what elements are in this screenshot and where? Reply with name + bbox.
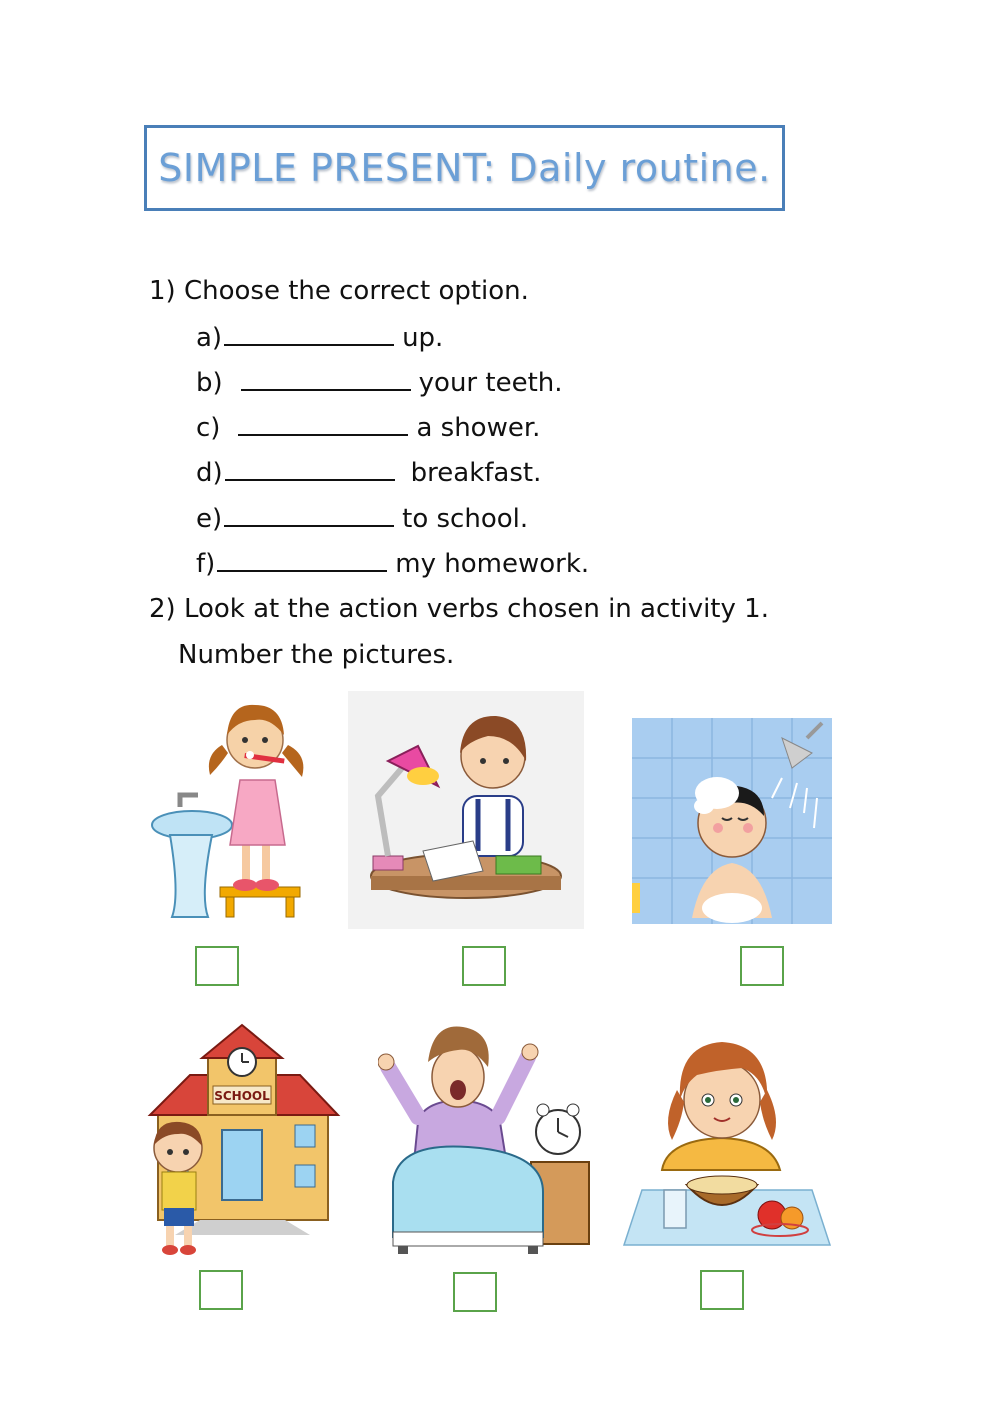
picture-number-box-1[interactable] [195,946,239,986]
option-text: my homework. [395,549,590,579]
picture-number-box-4[interactable] [199,1270,243,1310]
option-item-a [196,322,443,353]
picture-number-box-3[interactable] [740,946,784,986]
girl-brushing-teeth-icon [150,695,330,925]
page-title: SIMPLE PRESENT: Daily routine. [158,146,771,190]
option-item-e [196,503,528,534]
girl-eating-breakfast-icon [622,1030,832,1250]
option-text: your teeth. [418,368,563,398]
activity1-instruction: 1) Choose the correct option. [149,276,529,306]
option-label: a) [196,323,223,353]
answer-blank[interactable] [224,503,394,527]
picture-number-box-5[interactable] [453,1272,497,1312]
option-text: a shower. [416,413,541,443]
option-text: up. [402,323,444,353]
woman-waking-up-icon [378,1022,593,1254]
option-text: breakfast. [410,458,542,488]
title-box [144,125,785,211]
option-item-d [196,457,541,488]
option-label: b) [196,368,223,398]
option-item-b [196,367,563,398]
option-label: f) [196,549,216,579]
picture-number-box-6[interactable] [700,1270,744,1310]
school-sign-text: SCHOOL [214,1089,270,1103]
answer-blank[interactable] [224,322,394,346]
answer-blank[interactable] [225,457,395,481]
option-label: d) [196,458,223,488]
answer-blank[interactable] [241,367,411,391]
answer-blank[interactable] [217,548,387,572]
activity2-instruction-line2: Number the pictures. [178,640,455,670]
picture-number-box-2[interactable] [462,946,506,986]
option-item-c [196,412,540,443]
activity2-instruction: 2) Look at the action verbs chosen in activity 1. [149,594,769,624]
option-label: c) [196,413,221,443]
option-text: to school. [402,504,529,534]
girl-doing-homework-icon [348,691,584,929]
boy-taking-shower-icon [632,718,832,924]
boy-going-to-school-icon [140,1020,348,1260]
option-item-f [196,548,589,579]
answer-blank[interactable] [238,412,408,436]
option-label: e) [196,504,223,534]
